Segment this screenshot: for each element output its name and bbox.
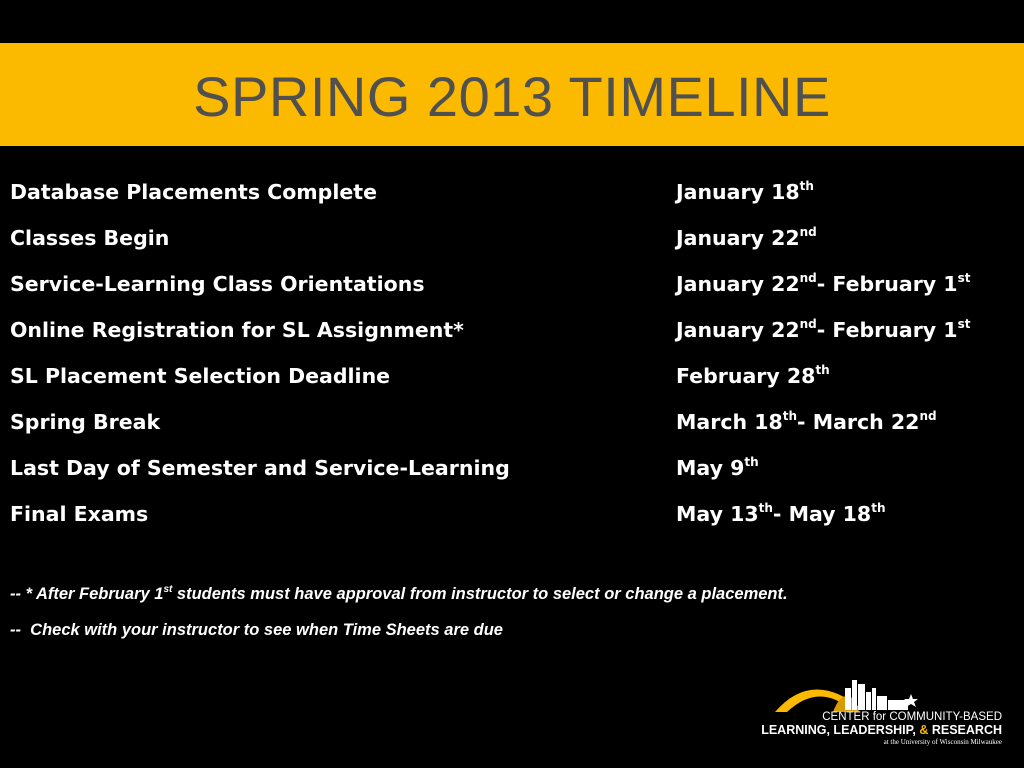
page-title: SPRING 2013 TIMELINE (193, 65, 831, 128)
ordinal-suffix: th (799, 179, 814, 193)
ordinal-suffix: nd (799, 225, 817, 239)
text-run: - May 18 (772, 502, 872, 526)
ordinal-suffix: th (758, 501, 773, 515)
text-run: January 22 (676, 272, 800, 296)
event-date (676, 456, 759, 480)
event-date (676, 410, 937, 434)
text-run: - March 22 (797, 410, 920, 434)
text-run: January 18 (676, 180, 800, 204)
event-date (676, 272, 970, 296)
ordinal-suffix: st (957, 317, 971, 331)
event-label: Online Registration for SL Assignment* (10, 318, 464, 342)
ordinal-suffix: th (744, 455, 759, 469)
timeline-row (10, 406, 1020, 452)
text-run: students must have approval from instructor to select or change a placement. (172, 585, 788, 603)
timeline-row (10, 360, 1020, 406)
timeline-row (10, 268, 1020, 314)
event-label: Service-Learning Class Orientations (10, 272, 425, 296)
logo-text-main: LEARNING, LEADERSHIP, & RESEARCH (761, 723, 1002, 737)
ordinal-suffix: th (871, 501, 886, 515)
logo-text-center: CENTER for COMMUNITY-BASED (822, 711, 1002, 723)
footnote (10, 621, 1010, 657)
center-logo (761, 672, 1010, 760)
timeline-list (10, 176, 1020, 544)
event-date (676, 226, 817, 250)
text-run: January 22 (676, 226, 800, 250)
event-date (676, 180, 814, 204)
skyline-arch-icon (773, 674, 923, 714)
text-run: - February 1 (816, 318, 958, 342)
event-label: Last Day of Semester and Service-Learning (10, 456, 510, 480)
title-banner (0, 43, 1024, 146)
event-label: SL Placement Selection Deadline (10, 364, 391, 388)
notes-section (10, 585, 1010, 657)
text-run: May 13 (676, 502, 759, 526)
ordinal-suffix: th (815, 363, 830, 377)
logo-text-university: at the University of Wisconsin Milwaukee (883, 738, 1002, 746)
event-label: Classes Begin (10, 226, 170, 250)
event-label: Spring Break (10, 410, 161, 434)
timeline-row (10, 176, 1020, 222)
text-run: January 22 (676, 318, 800, 342)
text-run: March 18 (676, 410, 783, 434)
ordinal-suffix: st (957, 271, 971, 285)
text-run: May 9 (676, 456, 745, 480)
event-label: Final Exams (10, 502, 149, 526)
ordinal-suffix: st (163, 584, 173, 595)
footnote (10, 585, 1010, 621)
timeline-row (10, 498, 1020, 544)
ordinal-suffix: nd (799, 271, 817, 285)
timeline-row (10, 314, 1020, 360)
event-date (676, 364, 830, 388)
text-run: February 28 (676, 364, 816, 388)
event-date (676, 502, 885, 526)
text-run: -- Check with your instructor to see when Time Sheets are due (10, 621, 503, 639)
ordinal-suffix: nd (799, 317, 817, 331)
timeline-row (10, 222, 1020, 268)
text-run: -- * After February 1 (10, 585, 164, 603)
ordinal-suffix: th (782, 409, 798, 423)
ordinal-suffix: nd (919, 409, 937, 423)
text-run: - February 1 (816, 272, 958, 296)
event-date (676, 318, 970, 342)
event-label: Database Placements Complete (10, 180, 377, 204)
timeline-row (10, 452, 1020, 498)
